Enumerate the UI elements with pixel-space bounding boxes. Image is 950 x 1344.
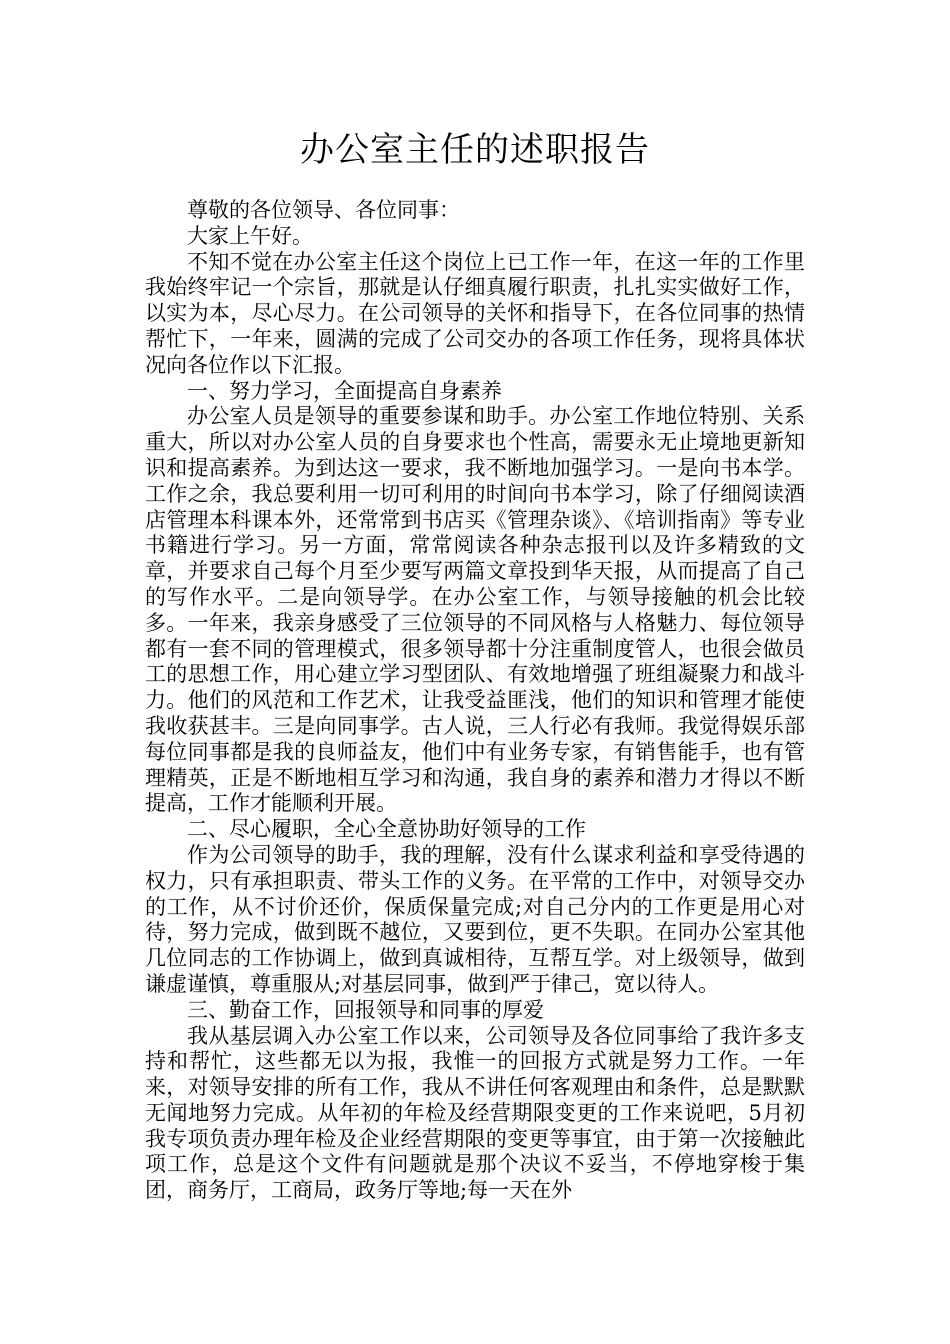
document-title: 办公室主任的述职报告 <box>300 130 650 170</box>
document-body <box>145 198 805 1204</box>
section-heading-1: 一、努力学习，全面提高自身素养 <box>187 378 502 403</box>
greeting: 大家上午好。 <box>187 223 313 248</box>
intro-paragraph: 不知不觉在办公室主任这个岗位上已工作一年，在这一年的工作里我始终牢记一个宗旨，那就是认仔细真履行职责，扎扎实实做好工作，以实为本，尽心尽力。在公司领导的关怀和指导下，在各位同事的热情帮忙下，一年来，圆满的完成了公司交办的各项工作任务，现将具体状况向各位作以下汇报。 <box>145 249 805 377</box>
section-2-paragraph: 作为公司领导的助手，我的理解，没有什么谋求利益和享受待遇的权力，只有承担职责、带头工作的义务。在平常的工作中，对领导交办的工作，从不讨价还价，保质保量完成;对自己分内的工作更是用心对待，努力完成，做到既不越位，又要到位，更不失职。在同办公室其他几位同志的工作协调上，做到真诚相待，互帮互学。对上级领导，做到谦虚谨慎，尊重服从;对基层同事，做到严于律己，宽以待人。 <box>145 842 805 996</box>
section-1-paragraph: 办公室人员是领导的重要参谋和助手。办公室工作地位特别、关系重大，所以对办公室人员的自身要求也个性高，需要永无止境地更新知识和提高素养。为到达这一要求，我不断地加强学习。一是向书本学。工作之余，我总要利用一切可利用的时间向书本学习，除了仔细阅读酒店管理本科课本外，还常常到书店买《管理杂谈》、《培训指南》等专业书籍进行学习。另一方面，常常阅读各种杂志报刊以及许多精致的文章，并要求自己每个月至少要写两篇文章投到华天报，从而提高了自己的写作水平。二是向领导学。在办公室工作，与领导接触的机会比较多。一年来，我亲身感受了三位领导的不同风格与人格魅力、每位领导都有一套不同的管理模式，很多领导都十分注重制度管人，也很会做员工的思想工作，用心建立学习型团队、有效地增强了班组凝聚力和战斗力。他们的风范和工作艺术，让我受益匪浅，他们的知识和管理才能使我收获甚丰。三是向同事学。古人说，三人行必有我师。我觉得娱乐部每位同事都是我的良师益友，他们中有业务专家，有销售能手，也有管理精英，正是不断地相互学习和沟通，我自身的素养和潜力才得以不断提高，工作才能顺利开展。 <box>145 404 805 816</box>
section-heading-3: 三、勤奋工作，回报领导和同事的厚爱 <box>187 997 544 1022</box>
salutation: 尊敬的各位领导、各位同事： <box>187 198 460 222</box>
section-3-paragraph: 我从基层调入办公室工作以来，公司领导及各位同事给了我许多支持和帮忙，这些都无以为报，我惟一的回报方式就是努力工作。一年来，对领导安排的所有工作，我从不讲任何客观理由和条件，总是默默无闻地努力完成。从年初的年检及经营期限变更的工作来说吧，5月初我专项负责办理年检及企业经营期限的变更等事宜，由于第一次接触此项工作，总是这个文件有问题就是那个决议不妥当，不停地穿梭于集团，商务厅，工商局，政务厅等地;每一天在外 <box>145 1023 805 1203</box>
section-heading-2: 二、尽心履职，全心全意协助好领导的工作 <box>187 817 586 842</box>
